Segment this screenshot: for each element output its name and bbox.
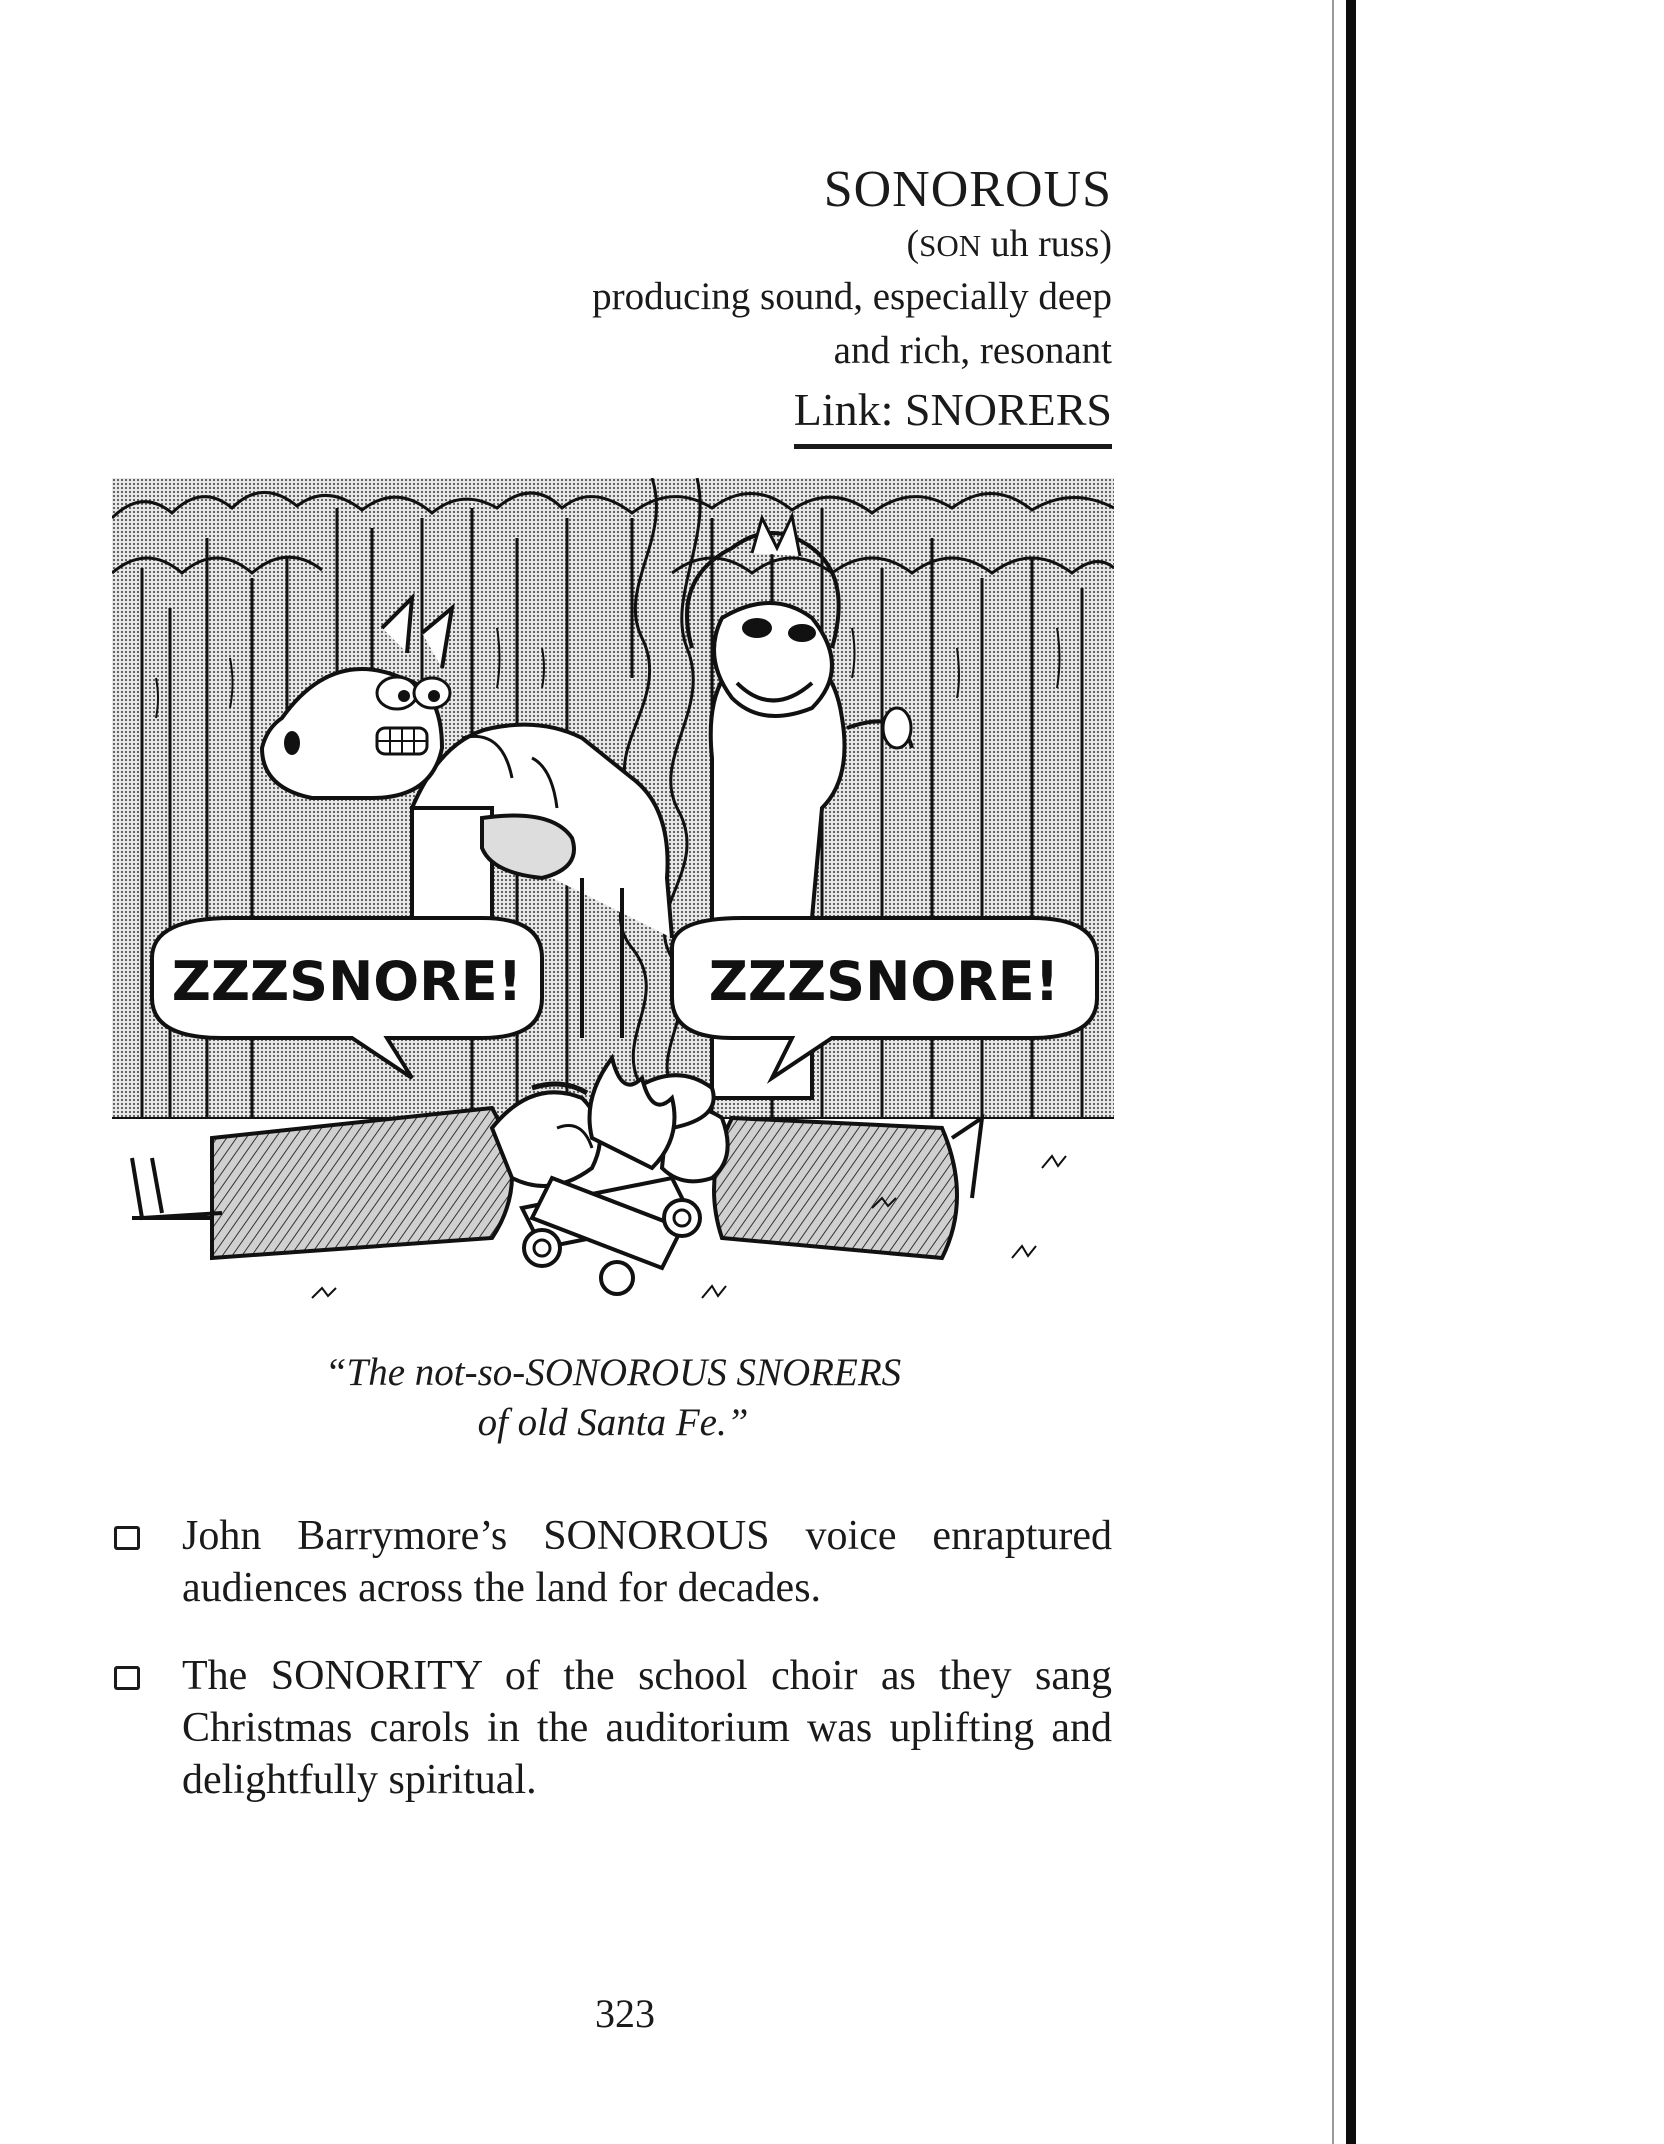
snore-bubble-right: ZZZSNORE! [708, 950, 1060, 1013]
pronunciation-open: ( [906, 223, 920, 265]
cartoon-illustration [112, 478, 1114, 1321]
entry-word: SONOROUS [823, 161, 1112, 218]
page-edge-bar [1346, 0, 1356, 2144]
entry-pronunciation [592, 220, 1112, 270]
definition-line-1: producing sound, especially deep [592, 275, 1112, 318]
page-number: 323 [595, 1991, 655, 2036]
link-word: Link: SNORERS [794, 378, 1112, 449]
checkbox-icon[interactable] [114, 1526, 140, 1550]
example-list [112, 1510, 1112, 1842]
pronunciation-rest: uh russ) [981, 223, 1112, 265]
definition-line-2: and rich, resonant [833, 329, 1112, 372]
page-edge-shadow [1332, 0, 1334, 2144]
caption-line-1: “The not-so-SONOROUS SNORERS [324, 1351, 902, 1394]
checkbox-icon[interactable] [114, 1666, 140, 1690]
list-item [112, 1510, 1112, 1614]
snore-bubble-left: ZZZSNORE! [171, 950, 523, 1013]
list-item [112, 1650, 1112, 1806]
caption-line-2: of old Santa Fe.” [477, 1401, 749, 1444]
pronunciation-caps: SON [919, 228, 982, 263]
example-sentence-2: The SONORITY of the school choir as they sang Christmas carols in the auditorium was uplifting and delightfully spiritual. [182, 1653, 1112, 1803]
cartoon-caption [112, 1348, 1114, 1448]
entry-header [592, 160, 1112, 449]
example-sentence-1: John Barrymore’s SONOROUS voice enraptured audiences across the land for decades. [182, 1513, 1112, 1611]
